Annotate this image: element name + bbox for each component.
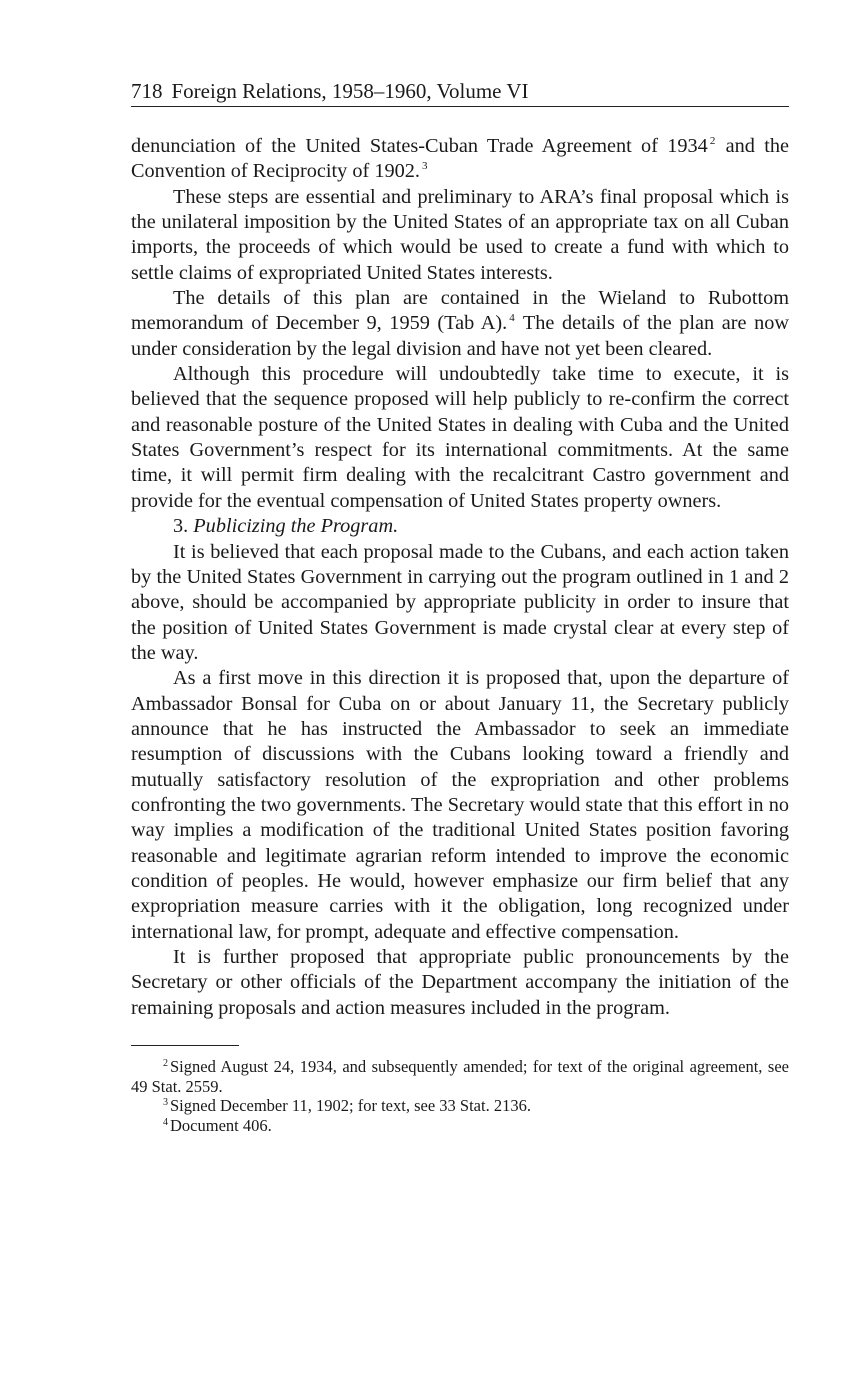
body-text bbox=[131, 134, 789, 1021]
footnote-text: Document 406. bbox=[170, 1115, 272, 1135]
paragraph-first-move: As a first move in this direction it is proposed that, upon the departure of Ambassador Bonsal for Cuba on or about January 11, the Secretary publicly announce that he has instructed the Ambassador to seek an immediate resumption of discussions with the Cubans looking toward a friendly and mutually satisfactory resolution of the expropriation and other problems confronting the two governments. The Secretary would state that this effort in no way implies a modification of the traditional United States position favoring reasonable and legitimate agrarian reform intended to improve the economic condition of peoples. He would, however emphasize our firm belief that any expropriation measure carries with it the obligation, long recognized under international law, for prompt, adequate and effective compensation. bbox=[131, 667, 789, 943]
footnote-ref-2: 2 bbox=[709, 135, 716, 147]
footnote-ref-3: 3 bbox=[421, 160, 428, 173]
section-heading bbox=[131, 514, 789, 539]
footnote-text: Signed December 11, 1902; for text, see 33 Stat. 2136. bbox=[170, 1096, 531, 1116]
p3-text-a: The details of this plan are contained in the Wieland to Rubottom memorandum of December 9, 1959 (Tab A). bbox=[131, 287, 789, 335]
paragraph-continuation bbox=[131, 134, 789, 185]
running-header bbox=[131, 78, 789, 107]
paragraph-ara-proposal: These steps are essential and preliminary to ARA’s final proposal which is the unilateral imposition by the United States of an appropriate tax on all Cuban imports, the proceeds of which would be used to create a fund with which to settle claims of expropriated United States interests. bbox=[131, 185, 789, 284]
footnote-marker: 4 bbox=[163, 1116, 168, 1128]
running-title: Foreign Relations, 1958–1960, Volume VI bbox=[171, 79, 529, 103]
footnote-text: Signed August 24, 1934, and subsequently amended; for text of the original agreement, see 49 Stat. 2559. bbox=[131, 1057, 789, 1096]
footnote-2 bbox=[131, 1057, 789, 1096]
footnote-marker: 2 bbox=[163, 1058, 168, 1070]
document-page bbox=[131, 78, 789, 1135]
footnote-marker: 3 bbox=[163, 1097, 168, 1109]
p3-text-b: The details of the plan are now under consideration by the legal division and have not yet been cleared. bbox=[131, 312, 789, 360]
paragraph-plan-details bbox=[131, 286, 789, 362]
section-number: 3. bbox=[173, 515, 189, 538]
paragraph-pronouncements: It is further proposed that appropriate public pronouncements by the Secretary or other officials of the Department accompany the initiation of the remaining proposals and action measures included in the program. bbox=[131, 946, 789, 1019]
footnote-3 bbox=[131, 1096, 789, 1116]
p1-text-b: and the Convention of Reciprocity of 1902. bbox=[131, 135, 790, 183]
page-number: 718 bbox=[131, 79, 163, 103]
paragraph-procedure: Although this procedure will undoubtedly take time to execute, it is believed that the sequence proposed will help publicly to re-confirm the correct and reasonable posture of the United States in dealing with Cuba and the United States Government’s respect for its international commitments. At the same time, it will permit firm dealing with the recalcitrant Castro government and provide for the eventual compensation of United States property owners. bbox=[131, 363, 789, 512]
section-title: Publicizing the Program. bbox=[193, 515, 399, 538]
footnote-4 bbox=[131, 1116, 789, 1136]
p1-text-a: denunciation of the United States-Cuban Trade Agreement of 1934 bbox=[131, 135, 708, 157]
footnote-ref-4: 4 bbox=[509, 312, 515, 325]
footnote-divider bbox=[131, 1045, 239, 1046]
footnotes bbox=[131, 1057, 789, 1135]
paragraph-publicity: It is believed that each proposal made to the Cubans, and each action taken by the United States Government in carrying out the program outlined in 1 and 2 above, should be accompanied by appropriate publicity in order to insure that the position of United States Government is made crystal clear at every step of the way. bbox=[131, 540, 789, 664]
